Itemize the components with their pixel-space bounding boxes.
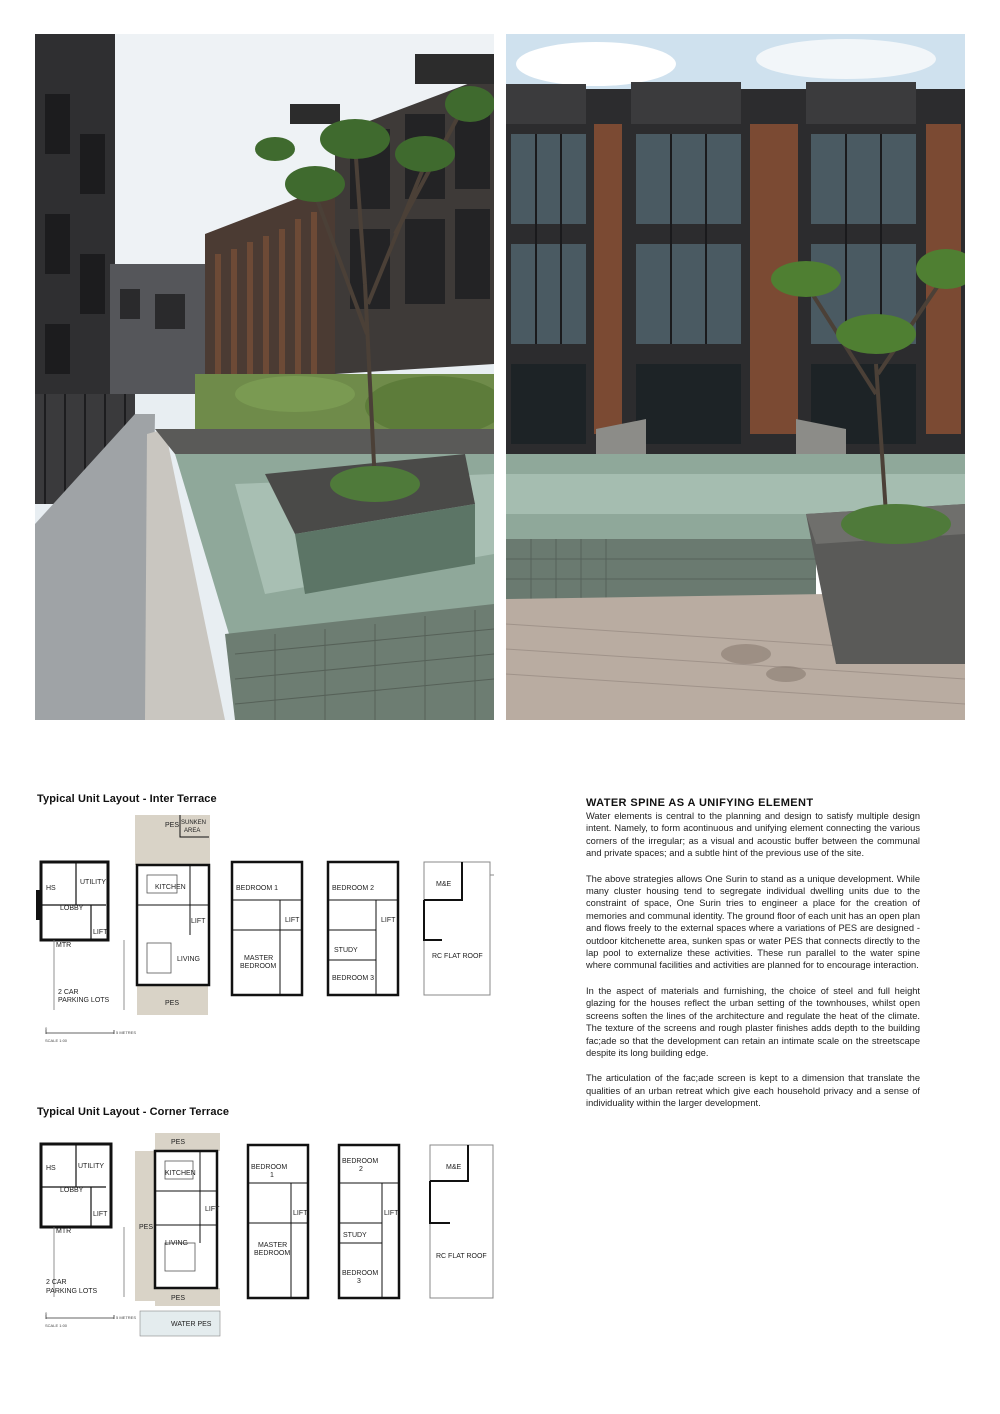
- corner-b-mtr: MTR: [56, 1228, 72, 1235]
- inter-g-lift: LIFT: [191, 918, 206, 925]
- corner-r-flat-roof: RC FLAT ROOF: [436, 1253, 487, 1260]
- corner-3-lift: LIFT: [384, 1210, 399, 1217]
- corner-b-parking-1: 2 CAR: [46, 1279, 67, 1286]
- corner-scale-zero: 0: [45, 1311, 48, 1316]
- inter-b-utility: UTILITY: [80, 879, 107, 886]
- article-paragraph-4: The articulation of the fac;ade screen is kept to a dimension that translate the qualities of an urban retreat which give each household privacy and a sense of individuality within the larger development.: [586, 1073, 920, 1109]
- inter-g-kitchen: KITCHEN: [155, 884, 186, 891]
- inter-basement-plan: [36, 860, 126, 1020]
- corner-basement-plan: [36, 1142, 126, 1302]
- corner-2-master-2: BEDROOM: [254, 1250, 291, 1257]
- inter-b-lobby: LOBBY: [60, 905, 84, 912]
- corner-g-kitchen: KITCHEN: [165, 1170, 196, 1177]
- corner-ground-plan: [135, 1133, 225, 1338]
- inter-2-master-2: BEDROOM: [240, 963, 277, 970]
- inter-b-lift: LIFT: [93, 929, 108, 936]
- corner-r-me: M&E: [446, 1164, 462, 1171]
- corner-2-master-1: MASTER: [258, 1242, 288, 1249]
- inter-third-plan: [326, 860, 401, 1000]
- article-heading: WATER SPINE AS A UNIFYING ELEMENT: [586, 797, 814, 809]
- article-paragraph-2: The above strategies allows One Surin to stand as a unique development. While many cluster housing tend to segregate individual dwelling units due to the constraint of space, One Surin tries to engineer a place for the creation of memories and communal identity. The ground floor of each unit has an open plan and flows freely to the external spaces where a variations of PES are designed - outdoor kitchenette area, sunken spas or water PES that connects directly to the lap pool to externalize these activities. These run parallel to the water spine where communal facilities and activities are planned for to encourage interaction.: [586, 873, 920, 971]
- corner-terrace-title: Typical Unit Layout - Corner Terrace: [37, 1106, 230, 1118]
- corner-g-pes-top: PES: [171, 1139, 186, 1146]
- inter-3-study: STUDY: [334, 947, 358, 954]
- terrace-facade-photo: [506, 34, 965, 720]
- corner-g-living: LIVING: [165, 1240, 188, 1247]
- corner-3-study: STUDY: [343, 1232, 367, 1239]
- corner-3-bedroom2-1: BEDROOM: [342, 1158, 379, 1165]
- inter-b-hs: HS: [46, 885, 56, 892]
- corner-3-bedroom2-2: 2: [359, 1166, 363, 1173]
- inter-scale-metres: 5 METRES: [116, 1030, 137, 1035]
- corner-g-lift: LIFT: [205, 1206, 220, 1213]
- inter-g-pes-bottom: PES: [165, 1000, 180, 1007]
- inter-g-living: LIVING: [177, 956, 200, 963]
- inter-b-mtr: MTR: [56, 942, 72, 949]
- corner-roof-plan: [428, 1143, 503, 1303]
- inter-3-bedroom2: BEDROOM 2: [332, 885, 375, 892]
- inter-2-master-1: MASTER: [244, 955, 274, 962]
- inter-ground-plan: [135, 815, 215, 1015]
- inter-scale-zero: 0: [45, 1026, 48, 1031]
- inter-scale-bar: [44, 1025, 144, 1047]
- corner-3-bedroom3-2: 3: [357, 1278, 361, 1285]
- corner-b-hs: HS: [46, 1165, 56, 1172]
- inter-r-me: M&E: [436, 881, 452, 888]
- inter-b-parking-2: PARKING LOTS: [58, 997, 110, 1004]
- corner-2-bedroom-2: 1: [270, 1172, 274, 1179]
- inter-terrace-title: Typical Unit Layout - Inter Terrace: [37, 793, 217, 805]
- corner-2-bedroom-1: BEDROOM: [251, 1164, 288, 1171]
- corner-g-pes-bottom: PES: [171, 1295, 186, 1302]
- article-paragraph-3: In the aspect of materials and furnishing, the choice of steel and full height glazing for the houses reflect the urban setting of the townhouses, whilst open screens soften the lines of the architecture and regulate the heat of the climate. The texture of the screens and rough plaster finishes adds depth to the building fac;ade so that the development can retain an intimate scale on the streetscape despite its long building edge.: [586, 985, 920, 1058]
- corner-second-plan: [246, 1143, 321, 1303]
- inter-3-bedroom3: BEDROOM 3: [332, 975, 375, 982]
- inter-b-parking-1: 2 CAR: [58, 989, 79, 996]
- corner-third-plan: [337, 1143, 412, 1303]
- inter-g-sunken-2: AREA: [184, 828, 201, 834]
- corner-scale-bar: [44, 1310, 144, 1332]
- corner-2-lift: LIFT: [293, 1210, 308, 1217]
- inter-3-lift: LIFT: [381, 917, 396, 924]
- corner-3-bedroom3-1: BEDROOM: [342, 1270, 379, 1277]
- inter-2-bedroom: BEDROOM 1: [236, 885, 279, 892]
- corner-b-lobby: LOBBY: [60, 1187, 84, 1194]
- courtyard-photo: [35, 34, 494, 720]
- inter-second-plan: [230, 860, 305, 1000]
- article-paragraph-1: Water elements is central to the planning and design to satisfy multiple design intent. Namely, to form acontinuous and unifying element connecting the various corners of the irregular; as a visual and acoustic buffer between the communal and private spaces; and a subtle hint of the previous use of the site.: [586, 811, 920, 859]
- inter-2-lift: LIFT: [285, 917, 300, 924]
- inter-g-pes-top: PES: [165, 822, 180, 829]
- inter-roof-plan: [422, 860, 497, 1000]
- corner-g-water-pes: WATER PES: [171, 1321, 212, 1328]
- corner-scale-metres: 5 METRES: [116, 1315, 137, 1320]
- inter-scale-ratio: SCALE 1:00: [45, 1038, 68, 1043]
- inter-g-sunken-1: SUNKEN: [181, 820, 207, 826]
- corner-b-utility: UTILITY: [78, 1163, 105, 1170]
- corner-b-parking-2: PARKING LOTS: [46, 1288, 98, 1295]
- inter-r-flat-roof: RC FLAT ROOF: [432, 953, 483, 960]
- corner-g-pes-side: PES: [139, 1224, 154, 1231]
- corner-scale-ratio: SCALE 1:00: [45, 1323, 68, 1328]
- corner-b-lift: LIFT: [93, 1211, 108, 1218]
- article-column: [586, 797, 920, 1123]
